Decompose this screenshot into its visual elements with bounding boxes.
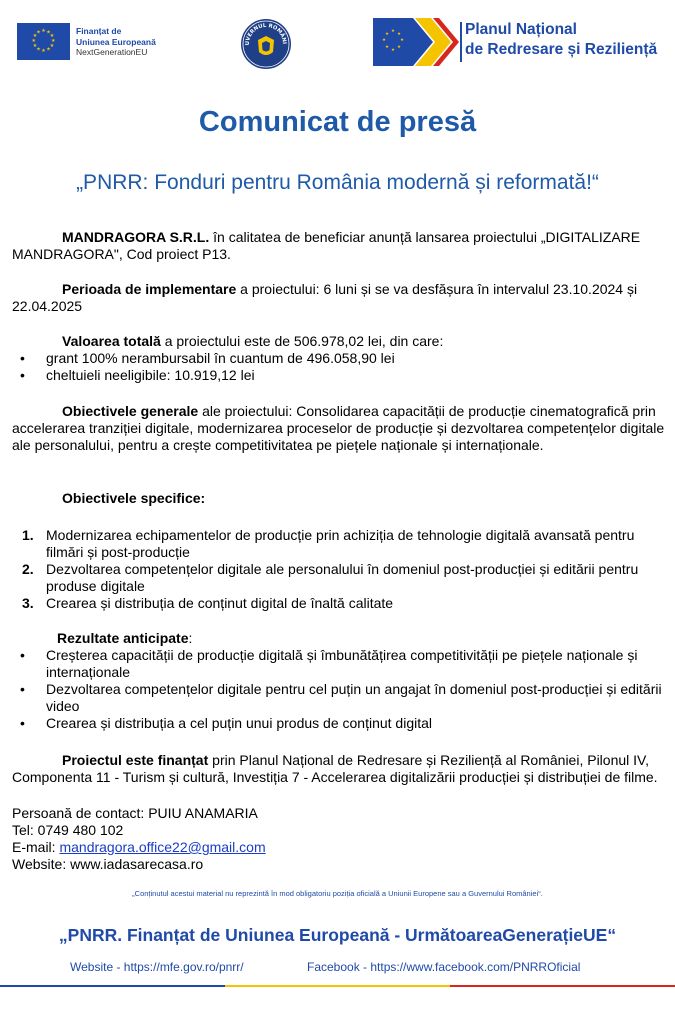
svg-text:★: ★ <box>32 33 38 39</box>
funding-paragraph <box>12 752 667 786</box>
page-subtitle: „PNRR: Fonduri pentru România modernă și reformată!“ <box>76 171 599 194</box>
pnrr-logo <box>373 18 459 66</box>
svg-text:★: ★ <box>384 45 390 50</box>
svg-text:★: ★ <box>49 43 55 49</box>
value-section <box>12 333 667 384</box>
svg-text:★: ★ <box>396 45 402 50</box>
seal-text: UVERNUL ROMÂNI <box>244 22 288 46</box>
funding-text: prin Planul Național de Redresare și Reziliență al României, Pilonul IV, Componenta 11 - Turism și cultură, Investiția 7 - Accelerarea digitalizării producției și distribuției de filme. <box>12 752 658 785</box>
value-label: Valoarea totală <box>62 333 161 349</box>
eu-flag-logo <box>17 23 70 60</box>
intro-paragraph <box>12 229 667 263</box>
list-item: • Creșterea capacității de producție digitală și îmbunătățirea competitivității pe piețele naționale și internaționale <box>0 647 667 681</box>
svg-text:★: ★ <box>32 43 38 49</box>
svg-text:★: ★ <box>396 32 402 37</box>
list-item: 3. Crearea și distribuția de conținut digital de înaltă calitate <box>22 595 394 611</box>
page-title: Comunicat de presă <box>198 106 477 138</box>
eu-line2: Uniunea Europeană <box>76 36 156 47</box>
svg-text:★: ★ <box>399 38 405 43</box>
results-label: Rezultate anticipate <box>57 630 189 646</box>
contact-email-line: E-mail: mandragora.office22@gmail.com <box>12 839 266 855</box>
footer-facebook-link[interactable]: Facebook - https://www.facebook.com/PNRROficial <box>307 960 581 974</box>
svg-text:★: ★ <box>49 33 55 39</box>
list-item: • Crearea și distribuția a cel puțin unui produs de conținut digital <box>0 715 667 732</box>
svg-text:★: ★ <box>41 48 46 54</box>
results-section: Rezultate anticipate: • Creșterea capacității de producție digitală și îmbunătățirea competitivității pe piețele naționale și internaționale • Dezvoltarea competențelor digitale pentru cel puțin un angajat în domeniul post-producției și editării video • Crearea și distribuția a cel puțin unui produs de conținut digital <box>12 630 667 732</box>
pnrr-line2: de Redresare și Reziliență <box>465 41 658 58</box>
general-text: ale proiectului: Consolidarea capacității de producție cinematografică prin accelerarea tranziției digitale, modernizarea proceselor de producție și dezvoltarea competențelor digitale ale personalului, pentru a crește competitivitatea pe piețele naționale și internaționale. <box>12 403 665 453</box>
footer-website-link[interactable]: Website - https://mfe.gov.ro/pnrr/ <box>70 960 244 974</box>
intro-text: în calitatea de beneficiar anunță lansarea proiectului „DIGITALIZARE MANDRAGORA", Cod proiect P13. <box>12 229 641 262</box>
company-name: MANDRAGORA S.R.L. <box>62 229 210 245</box>
specific-objectives-list <box>12 527 667 612</box>
contact-phone: Tel: 0749 480 102 <box>12 822 124 838</box>
period-paragraph <box>12 281 667 315</box>
svg-text:★: ★ <box>384 32 390 37</box>
eu-funding-label <box>76 26 156 58</box>
svg-text:★: ★ <box>51 38 56 44</box>
eu-line3: NextGenerationEU <box>76 47 148 57</box>
value-text: a proiectului este de 506.978,02 lei, din care: <box>160 333 444 349</box>
government-seal-logo <box>240 18 292 70</box>
svg-text:★: ★ <box>31 38 36 44</box>
pnrr-name <box>465 20 657 60</box>
disclaimer: „Conținutul acestui material nu reprezintă în mod obligatoriu poziția oficială a Uniunii Europene sau a Guvernului României“. <box>132 889 543 898</box>
svg-text:★: ★ <box>46 29 51 36</box>
contact-block <box>12 805 667 873</box>
svg-text:★: ★ <box>41 28 46 34</box>
list-item: • grant 100% nerambursabil în cuantum de 496.058,90 lei <box>0 350 667 367</box>
period-text: a proiectului: 6 luni și se va desfășura în intervalul 23.10.2024 și 22.04.2025 <box>12 281 638 314</box>
footer-stripe-blue <box>0 985 225 987</box>
list-item: • Dezvoltarea competențelor digitale pentru cel puțin un angajat în domeniul post-producției și editării video <box>0 681 667 715</box>
contact-person: Persoană de contact: PUIU ANAMARIA <box>12 805 258 821</box>
svg-text:★: ★ <box>36 46 41 53</box>
list-item: 2. Dezvoltarea competențelor digitale ale personalului în domeniul post-producției și editării pentru produse digitale <box>22 561 639 594</box>
svg-text:★: ★ <box>390 29 396 34</box>
svg-text:★: ★ <box>381 38 387 43</box>
specific-objectives-label: Obiectivele specifice: <box>62 490 206 506</box>
list-item: 1. Modernizarea echipamentelor de producție prin achiziția de tehnologie digitală avansată pentru filmări și post-producție <box>22 527 635 560</box>
svg-text:★: ★ <box>36 29 41 36</box>
svg-text:★: ★ <box>46 46 51 53</box>
list-item: • cheltuieli neeligibile: 10.919,12 lei <box>0 367 667 384</box>
footer-stripe-yellow <box>225 985 450 987</box>
footer-stripe-red <box>450 985 675 987</box>
footer-title: „PNRR. Finanțat de Uniunea Europeană - UrmătoareaGenerațieUE“ <box>58 925 617 945</box>
eu-line1: Finanțat de <box>76 26 122 36</box>
general-objectives-paragraph <box>12 403 667 454</box>
general-label: Obiectivele generale <box>62 403 199 419</box>
email-link[interactable]: mandragora.office22@gmail.com <box>59 839 266 855</box>
contact-website: Website: www.iadasarecasa.ro <box>12 856 204 872</box>
period-label: Perioada de implementare <box>62 281 237 297</box>
funding-label: Proiectul este finanțat <box>62 752 209 768</box>
pnrr-line1: Planul Național <box>465 21 577 38</box>
svg-text:★: ★ <box>390 48 396 53</box>
